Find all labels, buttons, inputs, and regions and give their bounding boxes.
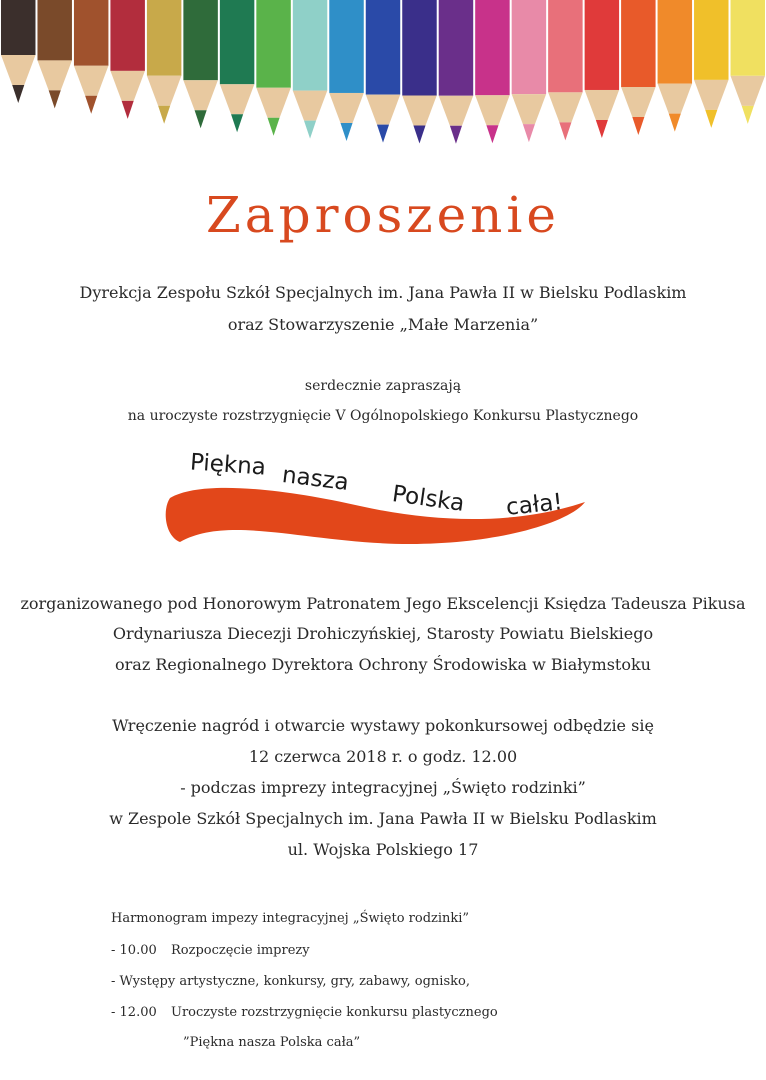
invite-line-2: na uroczyste rozstrzygnięcie V Ogólnopolskiego Konkursu Plastycznego	[127, 408, 639, 424]
pencil	[147, 0, 181, 124]
schedule-item-3-continuation: ”Piękna nasza Polska cała”	[183, 1035, 361, 1050]
pencil	[1, 0, 35, 103]
pencil	[694, 0, 728, 128]
pencil	[366, 0, 400, 143]
schedule-item-3-text: Uroczyste rozstrzygnięcie konkursu plastycznego	[171, 1005, 498, 1020]
pencil	[37, 0, 71, 108]
pencil	[220, 0, 254, 132]
patronage-line-3: oraz Regionalnego Dyrektora Ochrony Środowiska w Białymstoku	[115, 655, 651, 674]
patronage-line-2: Ordynariusza Diecezji Drohiczyńskiej, Starosty Powiatu Bielskiego	[112, 624, 654, 643]
pencil	[548, 0, 582, 140]
patronage-line-1: zorganizowanego pod Honorowym Patronatem Jego Ekscelencji Księdza Tadeusza Pikusa	[20, 594, 746, 613]
event-line-1: Wręczenie nagród i otwarcie wystawy pokonkursowej odbędzie się	[112, 716, 654, 735]
pencil	[658, 0, 692, 132]
logo-word-2: nasza	[280, 462, 351, 496]
page-title: Zaproszenie	[206, 186, 560, 244]
pencil	[475, 0, 509, 143]
pencil	[74, 0, 108, 114]
invite-line-1: serdecznie zapraszają	[304, 378, 462, 394]
pencil	[731, 0, 765, 124]
logo-word-1: Piękna	[189, 449, 267, 481]
pencil	[621, 0, 655, 135]
pencil	[402, 0, 436, 143]
schedule-heading: Harmonogram impezy integracyjnej „Święto rodzinki”	[111, 911, 470, 926]
event-line-5: ul. Wojska Polskiego 17	[287, 840, 479, 859]
event-line-3: - podczas imprezy integracyjnej „Święto rodzinki”	[180, 778, 586, 797]
logo-word-4: cała!	[504, 489, 564, 521]
schedule-item-3-time: - 12.00	[111, 1005, 157, 1020]
intro-line-1: Dyrekcja Zespołu Szkół Specjalnych im. Jana Pawła II w Bielsku Podlaskim	[79, 283, 687, 302]
event-line-4: w Zespole Szkół Specjalnych im. Jana Pawła II w Bielsku Podlaskim	[109, 809, 657, 828]
pencil	[439, 0, 473, 144]
pencil	[183, 0, 217, 128]
colored-pencils-decoration	[0, 0, 766, 175]
pencil	[512, 0, 546, 142]
schedule-item-2: - Występy artystyczne, konkursy, gry, zabawy, ognisko,	[111, 974, 470, 989]
pencil	[585, 0, 619, 138]
schedule-item-1	[111, 942, 310, 960]
schedule-item-3	[111, 1004, 498, 1022]
pencil	[329, 0, 363, 141]
logo-text	[189, 449, 610, 522]
schedule-item-1-time: - 10.00	[111, 943, 157, 958]
intro-line-2: oraz Stowarzyszenie „Małe Marzenia”	[227, 315, 539, 334]
event-line-2: 12 czerwca 2018 r. o godz. 12.00	[248, 747, 518, 766]
pencil	[110, 0, 144, 119]
schedule-item-1-text: Rozpoczęcie imprezy	[171, 943, 310, 958]
pencil	[256, 0, 290, 136]
logo-word-3: Polska	[390, 481, 466, 517]
pencil	[293, 0, 327, 139]
